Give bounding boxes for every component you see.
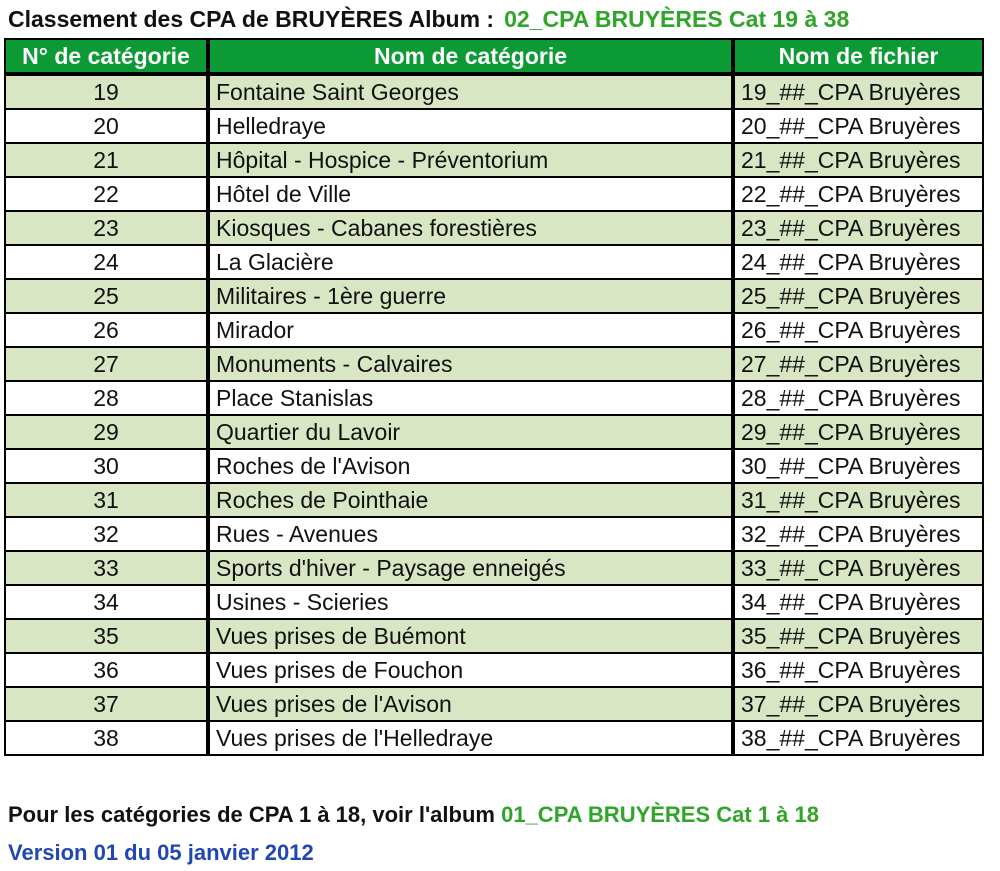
table-row: [5, 585, 983, 619]
table-row: [5, 653, 983, 687]
cell-category-number: 23: [5, 211, 208, 245]
table-row: [5, 279, 983, 313]
table-row: [5, 551, 983, 585]
cell-file-name: 28_##_CPA Bruyères: [733, 381, 983, 415]
cell-file-name: 23_##_CPA Bruyères: [733, 211, 983, 245]
cell-category-number: 33: [5, 551, 208, 585]
cell-category-name: Monuments - Calvaires: [208, 347, 733, 381]
cell-file-name: 26_##_CPA Bruyères: [733, 313, 983, 347]
table-row: [5, 381, 983, 415]
cell-category-name: Sports d'hiver - Paysage enneigés: [208, 551, 733, 585]
cell-category-name: Vues prises de l'Avison: [208, 687, 733, 721]
cell-category-number: 37: [5, 687, 208, 721]
cell-file-name: 27_##_CPA Bruyères: [733, 347, 983, 381]
cell-category-number: 26: [5, 313, 208, 347]
cell-file-name: 38_##_CPA Bruyères: [733, 721, 983, 755]
footer-note: [8, 802, 819, 828]
cell-category-name: Hôpital - Hospice - Préventorium: [208, 143, 733, 177]
cell-category-number: 35: [5, 619, 208, 653]
cell-category-number: 21: [5, 143, 208, 177]
cell-file-name: 19_##_CPA Bruyères: [733, 74, 983, 109]
column-header-name: Nom de catégorie: [208, 39, 733, 74]
cell-category-name: Mirador: [208, 313, 733, 347]
cell-category-name: Rues - Avenues: [208, 517, 733, 551]
cell-category-name: Roches de l'Avison: [208, 449, 733, 483]
cell-file-name: 25_##_CPA Bruyères: [733, 279, 983, 313]
cell-file-name: 32_##_CPA Bruyères: [733, 517, 983, 551]
column-header-number: N° de catégorie: [5, 39, 208, 74]
table-row: [5, 347, 983, 381]
cell-category-number: 30: [5, 449, 208, 483]
table-row: [5, 211, 983, 245]
table-row: [5, 177, 983, 211]
cell-category-number: 38: [5, 721, 208, 755]
cell-category-number: 36: [5, 653, 208, 687]
cell-category-number: 24: [5, 245, 208, 279]
cell-file-name: 37_##_CPA Bruyères: [733, 687, 983, 721]
cell-file-name: 20_##_CPA Bruyères: [733, 109, 983, 143]
cell-category-name: Usines - Scieries: [208, 585, 733, 619]
cell-file-name: 24_##_CPA Bruyères: [733, 245, 983, 279]
cell-category-number: 34: [5, 585, 208, 619]
cell-category-number: 19: [5, 74, 208, 109]
cell-file-name: 34_##_CPA Bruyères: [733, 585, 983, 619]
table-row: [5, 619, 983, 653]
cell-category-name: La Glacière: [208, 245, 733, 279]
cell-category-name: Roches de Pointhaie: [208, 483, 733, 517]
cell-category-name: Fontaine Saint Georges: [208, 74, 733, 109]
cell-category-name: Place Stanislas: [208, 381, 733, 415]
footer-note-prefix: Pour les catégories de CPA 1 à 18, voir l'album: [8, 802, 495, 827]
cell-file-name: 22_##_CPA Bruyères: [733, 177, 983, 211]
title-album-name: 02_CPA BRUYÈRES Cat 19 à 38: [504, 6, 850, 32]
cell-file-name: 33_##_CPA Bruyères: [733, 551, 983, 585]
cell-category-name: Hôtel de Ville: [208, 177, 733, 211]
table-body: [5, 74, 983, 755]
table-row: [5, 313, 983, 347]
cell-category-name: Helledraye: [208, 109, 733, 143]
cell-category-name: Vues prises de Buémont: [208, 619, 733, 653]
cell-category-name: Vues prises de l'Helledraye: [208, 721, 733, 755]
cell-category-number: 27: [5, 347, 208, 381]
cell-category-number: 20: [5, 109, 208, 143]
cell-file-name: 29_##_CPA Bruyères: [733, 415, 983, 449]
cell-category-number: 32: [5, 517, 208, 551]
table-row: [5, 687, 983, 721]
cell-category-name: Quartier du Lavoir: [208, 415, 733, 449]
version-note: Version 01 du 05 janvier 2012: [8, 840, 314, 865]
table-row: [5, 721, 983, 755]
cell-category-number: 28: [5, 381, 208, 415]
table-row: [5, 245, 983, 279]
column-header-file: Nom de fichier: [733, 39, 983, 74]
cell-category-number: 22: [5, 177, 208, 211]
cell-category-name: Vues prises de Fouchon: [208, 653, 733, 687]
cell-file-name: 31_##_CPA Bruyères: [733, 483, 983, 517]
table-row: [5, 109, 983, 143]
table-row: [5, 483, 983, 517]
category-table: [4, 38, 984, 756]
cell-file-name: 36_##_CPA Bruyères: [733, 653, 983, 687]
table-header-row: [5, 39, 983, 74]
table-row: [5, 415, 983, 449]
title-prefix: Classement des CPA de BRUYÈRES Album :: [8, 6, 495, 32]
table-row: [5, 449, 983, 483]
table-row: [5, 74, 983, 109]
cell-category-name: Kiosques - Cabanes forestières: [208, 211, 733, 245]
cell-category-name: Militaires - 1ère guerre: [208, 279, 733, 313]
table-row: [5, 517, 983, 551]
cell-file-name: 30_##_CPA Bruyères: [733, 449, 983, 483]
cell-category-number: 29: [5, 415, 208, 449]
cell-file-name: 35_##_CPA Bruyères: [733, 619, 983, 653]
table-row: [5, 143, 983, 177]
footer-note-album: 01_CPA BRUYÈRES Cat 1 à 18: [501, 802, 819, 827]
cell-category-number: 31: [5, 483, 208, 517]
cell-file-name: 21_##_CPA Bruyères: [733, 143, 983, 177]
cell-category-number: 25: [5, 279, 208, 313]
page-title: [8, 2, 849, 36]
